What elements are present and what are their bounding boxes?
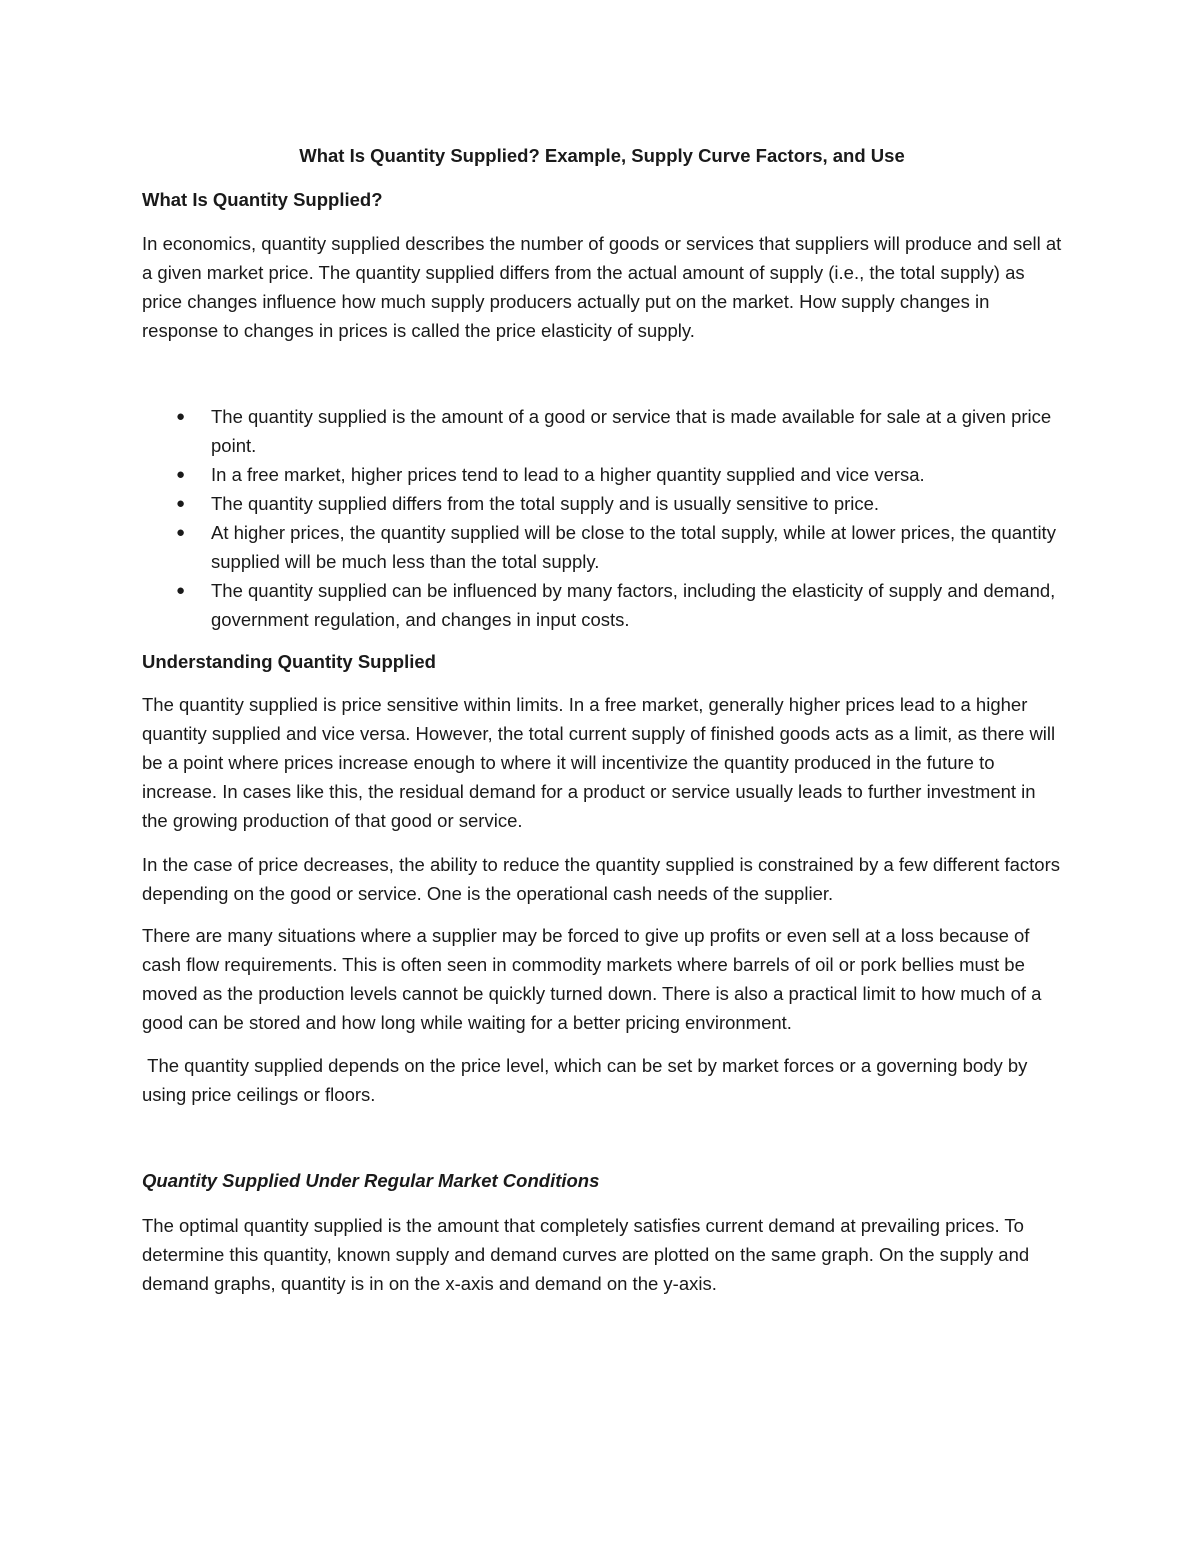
bullet-icon: ● bbox=[176, 582, 186, 599]
bullet-icon: ● bbox=[176, 408, 186, 425]
list-item-text: At higher prices, the quantity supplied will be close to the total supply, while at lower prices, the quantity supplied will be much less than the total supply. bbox=[211, 522, 1056, 572]
section-heading-what-is: What Is Quantity Supplied? bbox=[142, 189, 383, 210]
section-heading-understanding: Understanding Quantity Supplied bbox=[142, 651, 436, 672]
bullet-icon: ● bbox=[176, 495, 186, 512]
list-item-text: The quantity supplied differs from the total supply and is usually sensitive to price. bbox=[211, 493, 880, 514]
list-item-text: In a free market, higher prices tend to lead to a higher quantity supplied and vice versa. bbox=[211, 464, 925, 485]
regular-market-paragraph: The optimal quantity supplied is the amount that completely satisfies current demand at prevailing prices. To determine this quantity, known supply and demand curves are plotted on the same graph. On the supply and demand graphs, quantity is in on the x-axis and demand on the y-axis. bbox=[142, 1215, 1030, 1294]
list-item-text: The quantity supplied can be influenced by many factors, including the elasticity of supply and demand, government regulation, and changes in input costs. bbox=[211, 580, 1056, 630]
list-item bbox=[142, 518, 1062, 576]
list-item-text: The quantity supplied is the amount of a good or service that is made available for sale at a given price point. bbox=[211, 406, 1052, 456]
bullet-icon: ● bbox=[176, 466, 186, 483]
list-item bbox=[142, 489, 1062, 518]
section-heading-regular-market: Quantity Supplied Under Regular Market Conditions bbox=[142, 1170, 600, 1191]
document-title: What Is Quantity Supplied? Example, Supply Curve Factors, and Use bbox=[299, 145, 905, 166]
understanding-paragraph-3: There are many situations where a supplier may be forced to give up profits or even sell at a loss because of cash flow requirements. This is often seen in commodity markets where barrels of oil or pork bellies must be moved as the production levels cannot be quickly turned down. There is also a practical limit to how much of a good can be stored and how long while waiting for a better pricing environment. bbox=[142, 925, 1042, 1033]
understanding-paragraph-2: In the case of price decreases, the ability to reduce the quantity supplied is constrained by a few different factors depending on the good or service. One is the operational cash needs of the supplier. bbox=[142, 854, 1060, 904]
key-points-list bbox=[142, 402, 1062, 634]
list-item bbox=[142, 402, 1062, 460]
list-item bbox=[142, 460, 1062, 489]
intro-paragraph: In economics, quantity supplied describes the number of goods or services that suppliers will produce and sell at a given market price. The quantity supplied differs from the actual amount of supply (i.e., the total supply) as price changes influence how much supply producers actually put on the market. How supply changes in response to changes in prices is called the price elasticity of supply. bbox=[142, 233, 1062, 341]
understanding-paragraph-1: The quantity supplied is price sensitive within limits. In a free market, generally higher prices lead to a higher quantity supplied and vice versa. However, the total current supply of finished goods acts as a limit, as there will be a point where prices increase enough to where it will incentivize the quantity produced in the future to increase. In cases like this, the residual demand for a product or service usually leads to further investment in the growing production of that good or service. bbox=[142, 694, 1056, 831]
bullet-icon: ● bbox=[176, 524, 186, 541]
understanding-paragraph-4: The quantity supplied depends on the price level, which can be set by market forces or a governing body by using price ceilings or floors. bbox=[142, 1055, 1033, 1105]
list-item bbox=[142, 576, 1062, 634]
